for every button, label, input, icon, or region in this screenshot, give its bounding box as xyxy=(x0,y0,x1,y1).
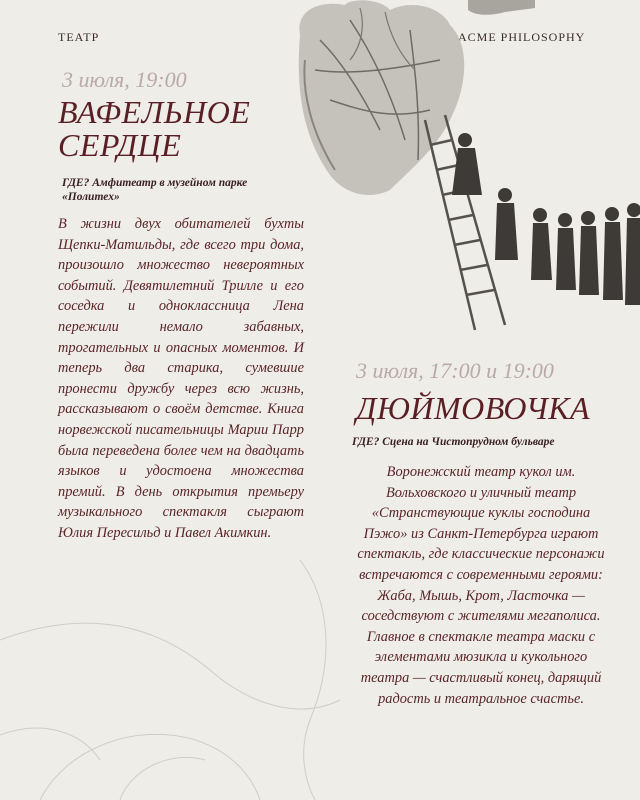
event-description: Воронежский театр кукол им. Вольховского и уличный театр «Странствующие куклы господина Пэжо» из Санкт-Петербурга играют спектакль, где классические персонажи встречаются с современными героями: Жаба, Мышь, Крот, Ласточка — соседствуют с жителями мегаполиса. Главное в спектакле театра маски с элементами мюзикла и кукольного театра — счастливый конец, дарящий радость и театральное счастье. xyxy=(357,464,605,707)
anatomical-heart-icon xyxy=(299,0,465,195)
event-venue xyxy=(62,176,322,204)
children-figures-icon xyxy=(452,133,640,305)
event-title-line: ВАФЕЛЬНОЕ xyxy=(58,94,251,130)
event-venue-line: «Политех» xyxy=(62,191,120,203)
event-date: 3 июля, 19:00 xyxy=(62,67,187,92)
event-description: В жизни двух обитателей бухты Щепки-Матильды, где всего три дома, произошло множество невероятных событий. Девятилетний Трилле и его соседка и одноклассница Лена пережили немало забавных, трогательных и опасных моментов. И теперь два старика, сумевшие пронести дружбу через всю жизнь, рассказывают о своём детстве. Книга норвежской писательницы Марии Парр была переведена более чем на двадцать языков и удостоена множества премий. В день открытия премьеру музыкального спектакля сыграют Юлия Пересильд и Павел Акимкин. xyxy=(58,216,304,541)
event-venue: ГДЕ? Сцена на Чистопрудном бульваре xyxy=(352,436,555,448)
section-label: ТЕАТР xyxy=(58,30,100,44)
brand-name: ACME PHILOSOPHY xyxy=(458,30,586,44)
event-venue-line: ГДЕ? Амфитеатр в музейном парке xyxy=(62,177,248,189)
ladder-icon xyxy=(425,115,505,330)
event-title xyxy=(58,96,298,162)
heart-ladder-children-illustration xyxy=(290,0,640,350)
event-title: ДЮЙМОВОЧКА xyxy=(356,390,591,426)
event-title-line: СЕРДЦЕ xyxy=(58,127,182,163)
event-date: 3 июля, 17:00 и 19:00 xyxy=(356,358,554,383)
